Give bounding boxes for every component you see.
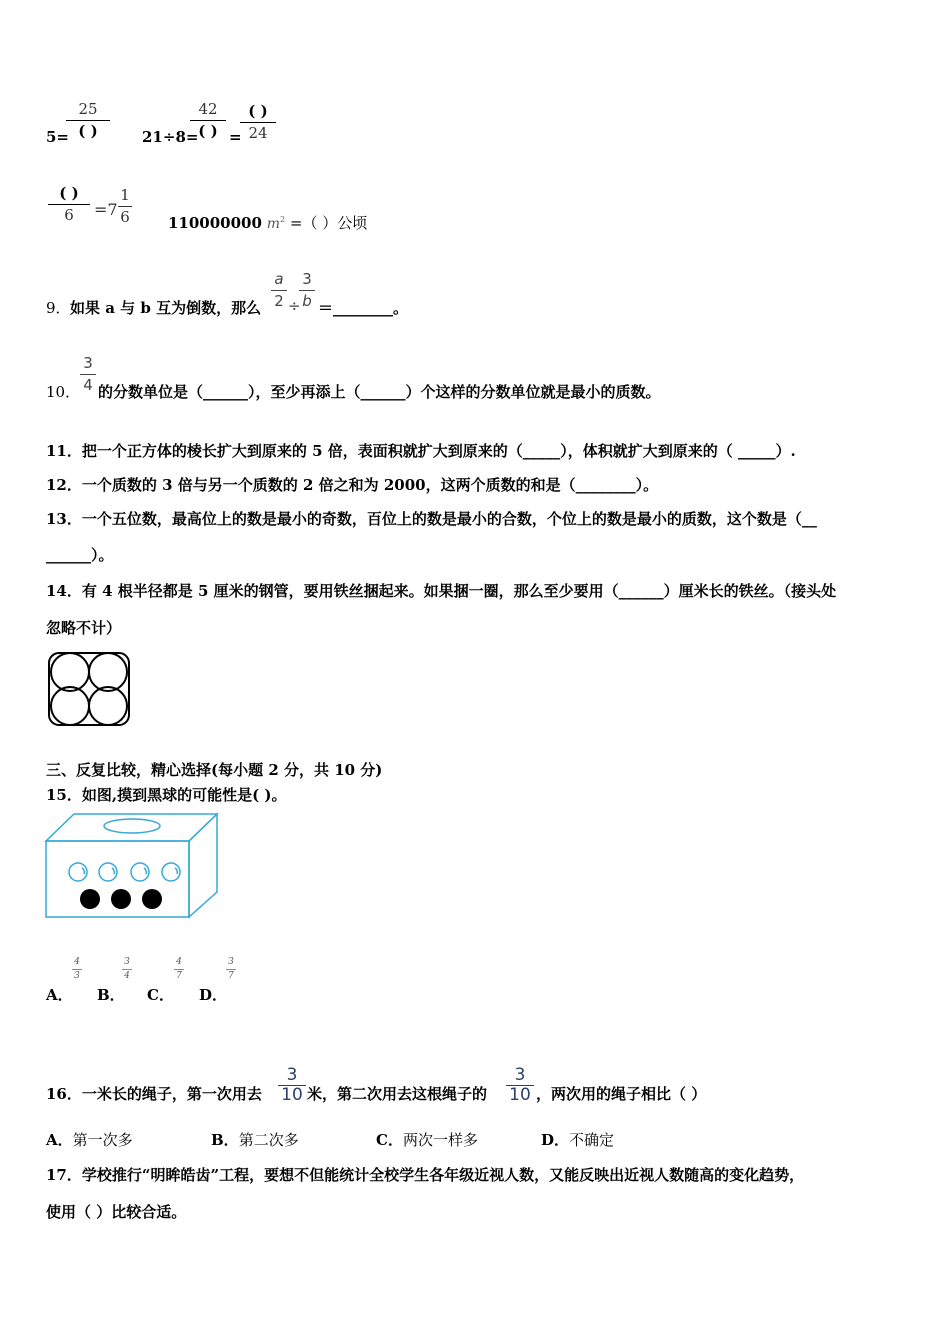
q16-f2-numerator: 3 [514, 1065, 526, 1085]
q13-line-1: 13．一个五位数，最高位上的数是最小的奇数，百位上的数是最小的合数，个位上的数是最小的质数，这个数是（__ [46, 510, 817, 528]
q15-option-b-label[interactable]: B． [97, 986, 125, 1004]
q15-option-d-fraction[interactable] [226, 958, 236, 981]
q9-fraction-1 [271, 272, 287, 309]
q16-text-1: 16．一米长的绳子，第一次用去 [46, 1085, 262, 1103]
q15-text: 15．如图,摸到黑球的可能性是( )。 [46, 786, 287, 804]
eq1-denominator: ( ) [78, 122, 98, 140]
q16-option-b[interactable] [211, 1129, 299, 1150]
black-ball [111, 889, 131, 909]
q15-option-c-label[interactable]: C． [147, 986, 174, 1004]
eq2-fraction-2 [240, 104, 276, 141]
q16-option-c-text: 两次一样多 [402, 1131, 478, 1149]
q10-number: 10． [46, 383, 81, 401]
row2-numerator: ( ) [59, 184, 79, 202]
eq2-denominator-2: 24 [248, 124, 268, 142]
eq2-lhs: 21÷8= [142, 128, 199, 146]
q16-option-d[interactable] [541, 1129, 614, 1150]
q17-line-1: 17．学校推行“明眸皓齿”工程，要想不但能统计全校学生各年级近视人数，又能反映出近视人数随高的变化趋势， [46, 1166, 805, 1184]
q15-option-d-num: 3 [228, 957, 234, 967]
eq2-numerator-2: ( ) [248, 102, 268, 120]
q10-denominator: 4 [83, 376, 93, 394]
eq1-fraction [66, 102, 110, 139]
q9-f2-denominator: b [302, 292, 312, 310]
q16-f2-denominator: 10 [509, 1085, 531, 1105]
eq2-equals: = [229, 128, 242, 146]
q15-option-b-num: 3 [124, 957, 130, 967]
q14-line-2: 忽略不计） [46, 619, 122, 637]
area-question [168, 212, 367, 233]
q16-fraction-2 [506, 1067, 534, 1104]
row2-fraction [48, 186, 90, 223]
q16-option-d-label: D． [541, 1131, 570, 1149]
q16-option-b-text: 第二次多 [238, 1131, 299, 1149]
q13-line-2: ______）。 [46, 546, 114, 564]
area-exponent: 2 [280, 215, 286, 224]
q9-text-2: ＝________。 [318, 299, 409, 317]
section-3-title: 三、反复比较，精心选择(每小题 2 分，共 10 分) [46, 761, 383, 779]
q10-text: 的分数单位是（______），至少再添上（______）个这样的分数单位就是最小的质数。 [98, 383, 661, 401]
q16-option-a[interactable] [46, 1129, 133, 1150]
q10-fraction [80, 356, 96, 393]
q16-option-b-label: B． [211, 1131, 239, 1149]
area-unit: m [266, 216, 280, 232]
q9-fraction-2 [299, 272, 315, 309]
row2-mixed-numerator: 1 [120, 186, 130, 204]
q16-option-a-text: 第一次多 [72, 1131, 133, 1149]
q15-option-d-den: 7 [228, 971, 234, 981]
q9-text-1: 如果 a 与 b 互为倒数，那么 [70, 299, 262, 317]
eq2-fraction-1 [190, 102, 226, 139]
q12-text: 12．一个质数的 3 倍与另一个质数的 2 倍之和为 2000，这两个质数的和是（________）。 [46, 476, 659, 494]
q16-option-a-label: A． [46, 1131, 73, 1149]
row2-denominator: 6 [64, 206, 74, 224]
black-ball [142, 889, 162, 909]
q15-option-a-num: 4 [74, 957, 80, 967]
q15-option-c-num: 4 [176, 957, 182, 967]
q15-option-c-den: 7 [176, 971, 182, 981]
q11-text: 11．把一个正方体的棱长扩大到原来的 5 倍，表面积就扩大到原来的（_____），体积就扩大到原来的（ _____）. [46, 442, 796, 460]
q15-option-d-label[interactable]: D． [199, 986, 228, 1004]
q9-number: 9． [46, 299, 71, 317]
ball-box-figure [44, 812, 220, 922]
q17-line-2: 使用（ ）比较合适。 [46, 1203, 187, 1221]
q9-f1-denominator: 2 [274, 292, 284, 310]
q15-option-a-den: 3 [74, 971, 80, 981]
q15-option-a-fraction[interactable] [72, 958, 82, 981]
q9-f2-numerator: 3 [302, 270, 312, 288]
q10-numerator: 3 [83, 354, 93, 372]
q16-f1-denominator: 10 [281, 1085, 303, 1105]
q15-option-c-fraction[interactable] [174, 958, 184, 981]
q16-fraction-1 [278, 1067, 306, 1104]
row2-mixed-denominator: 6 [120, 208, 130, 226]
q9-divide: ÷ [288, 297, 301, 315]
area-value: 110000000 [168, 214, 262, 232]
eq2-numerator-1: 42 [198, 100, 218, 118]
eq1-numerator: 25 [78, 100, 98, 118]
pipes-figure [46, 650, 132, 728]
q16-option-c[interactable] [376, 1129, 478, 1150]
q15-option-b-den: 4 [124, 971, 130, 981]
eq2-denominator-1: ( ) [198, 122, 218, 140]
q15-option-a-label[interactable]: A． [46, 986, 73, 1004]
row2-equals-seven: =7 [94, 200, 118, 219]
black-ball [80, 889, 100, 909]
q16-option-c-label: C． [376, 1131, 403, 1149]
eq1-lhs: 5= [46, 128, 70, 146]
q16-text-3: ，两次用的绳子相比（ ） [536, 1085, 707, 1103]
q14-line-1: 14．有 4 根半径都是 5 厘米的钢管，要用铁丝捆起来。如果捆一圈，那么至少要用（______）厘米长的铁丝。（接头处 [46, 582, 837, 600]
q9-f1-numerator: a [274, 270, 284, 288]
row2-mixed-fraction [118, 188, 132, 225]
q16-f1-numerator: 3 [286, 1065, 298, 1085]
q16-option-d-text: 不确定 [569, 1131, 615, 1149]
q15-option-b-fraction[interactable] [122, 958, 132, 981]
area-rest: =（ ）公顷 [289, 214, 368, 232]
q16-text-2: 米，第二次用去这根绳子的 [307, 1085, 488, 1103]
